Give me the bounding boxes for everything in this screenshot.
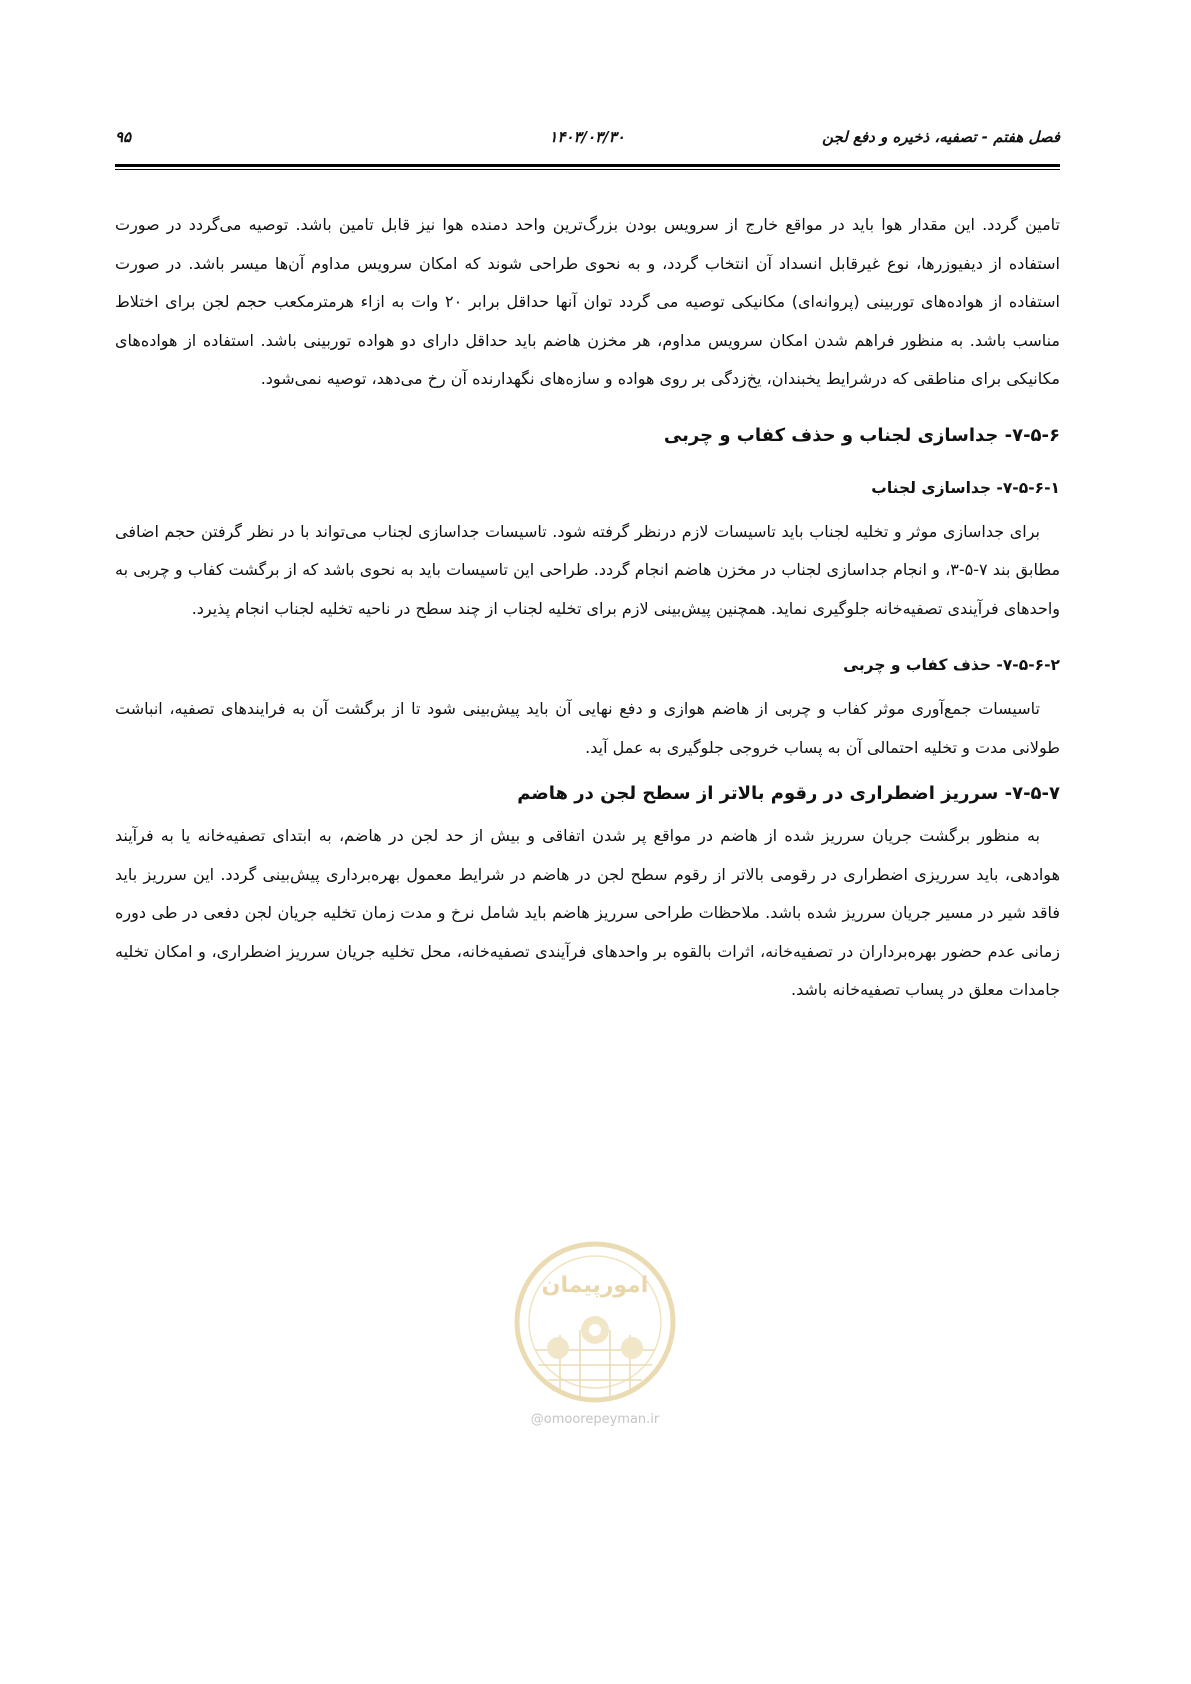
intro-paragraph: تامین گردد. این مقدار هوا باید در مواقع خارج از سرویس بودن بزرگ‌ترین واحد دمنده هوا نیز قابل تامین باشد. توصیه می‌گردد در صورت استفاده از دیفیوزرها، نوع غیرقابل انسداد آن انتخاب گردد، و به نحوی طراحی شوند که امکان سرویس مداوم آن‌ها میسر باشد. در صورت استفاده از هواده‌های توربینی (پروانه‌ای) مکانیکی توصیه می گردد توان آنها حداقل برابر ۲۰ وات به ازاء هرمترمکعب حجم لجن برای اختلاط مناسب باشد. به منظور فراهم شدن امکان سرویس مداوم، هر مخزن هاضم باید حداقل دارای دو هواده توربینی باشد. استفاده از هواده‌های مکانیکی برای مناطقی که درشرایط یخبندان، یخ‌زدگی بر روی هواده و سازه‌های نگهدارنده آن رخ می‌دهد، توصیه نمی‌شود.: [115, 215, 1060, 388]
section-paragraph: به منظور برگشت جریان سرریز شده از هاضم در مواقع پر شدن اتفاقی و بیش از حد لجن در هاضم، به ابتدای تصفیه‌خانه یا به فرآیند هوادهی، باید سرریزی اضطراری در رقومی بالاتر از رقوم سطح لجن در هاضم در شرایط معمول بهره‌برداری پیش‌بینی گردد. این سرریز باید فاقد شیر در مسیر جریان سرریز شده باشد. ملاحظات طراحی سرریز هاضم باید شامل نرخ و مدت زمان تخلیه جریان لجن دفعی در طی دوره زمانی عدم حضور بهره‌برداران در تصفیه‌خانه، اثرات بالقوه بر واحدهای فرآیندی تصفیه‌خانه، محل تخلیه جریان سرریز اضطراری، و امکان تخلیه جامدات معلق در پساب تصفیه‌خانه باشد.: [115, 826, 1060, 999]
header-rule-thin: [115, 169, 1060, 170]
subsection-heading: ۷-۵-۶-۲- حذف کفاب و چربی: [843, 656, 1060, 674]
revision-date: ۱۴۰۳/۰۳/۳۰: [549, 128, 625, 146]
section-heading: ۷-۵-۶- جداسازی لجناب و حذف کفاب و چربی: [663, 424, 1060, 446]
watermark: [500, 1230, 690, 1430]
page-body: [115, 206, 1060, 1010]
watermark-logo-text: امورپیمان: [541, 1273, 649, 1298]
chapter-title: فصل هفتم - تصفیه، ذخیره و دفع لجن: [822, 128, 1060, 146]
watermark-logo-icon: [500, 1230, 690, 1410]
page-header: [115, 128, 1060, 150]
section-heading: ۷-۵-۷- سرریز اضطراری در رقوم بالاتر از سطح لجن در هاضم: [517, 783, 1060, 804]
subsection-paragraph: تاسیسات جمع‌آوری موثر کفاب و چربی از هاضم هوازی و دفع نهایی آن باید پیش‌بینی شود تا از برگشت آن به فرایندهای تصفیه، انباشت طولانی مدت و تخلیه احتمالی آن به پساب خروجی جلوگیری به عمل آید.: [115, 699, 1060, 757]
subsection-heading: ۷-۵-۶-۱- جداسازی لجناب: [871, 478, 1060, 497]
subsection-paragraph: برای جداسازی موثر و تخلیه لجناب باید تاسیسات لازم درنظر گرفته شود. تاسیسات جداسازی لجناب می‌تواند با در نظر گرفتن حجم اضافی مطابق بند ۷-۵-۳، و انجام جداسازی لجناب در مخزن هاضم انجام گردد. طراحی این تاسیسات باید به نحوی باشد که از برگشت کفاب و چربی به واحدهای فرآیندی تصفیه‌خانه جلوگیری نماید. همچنین پیش‌بینی لازم برای تخلیه لجناب از چند سطح در ناحیه تخلیه لجناب انجام پذیرد.: [115, 521, 1061, 618]
page-number: ۹۵: [115, 128, 132, 146]
header-rule-thick: [115, 164, 1060, 167]
watermark-url: @omoorepeyman.ir: [530, 1412, 660, 1427]
